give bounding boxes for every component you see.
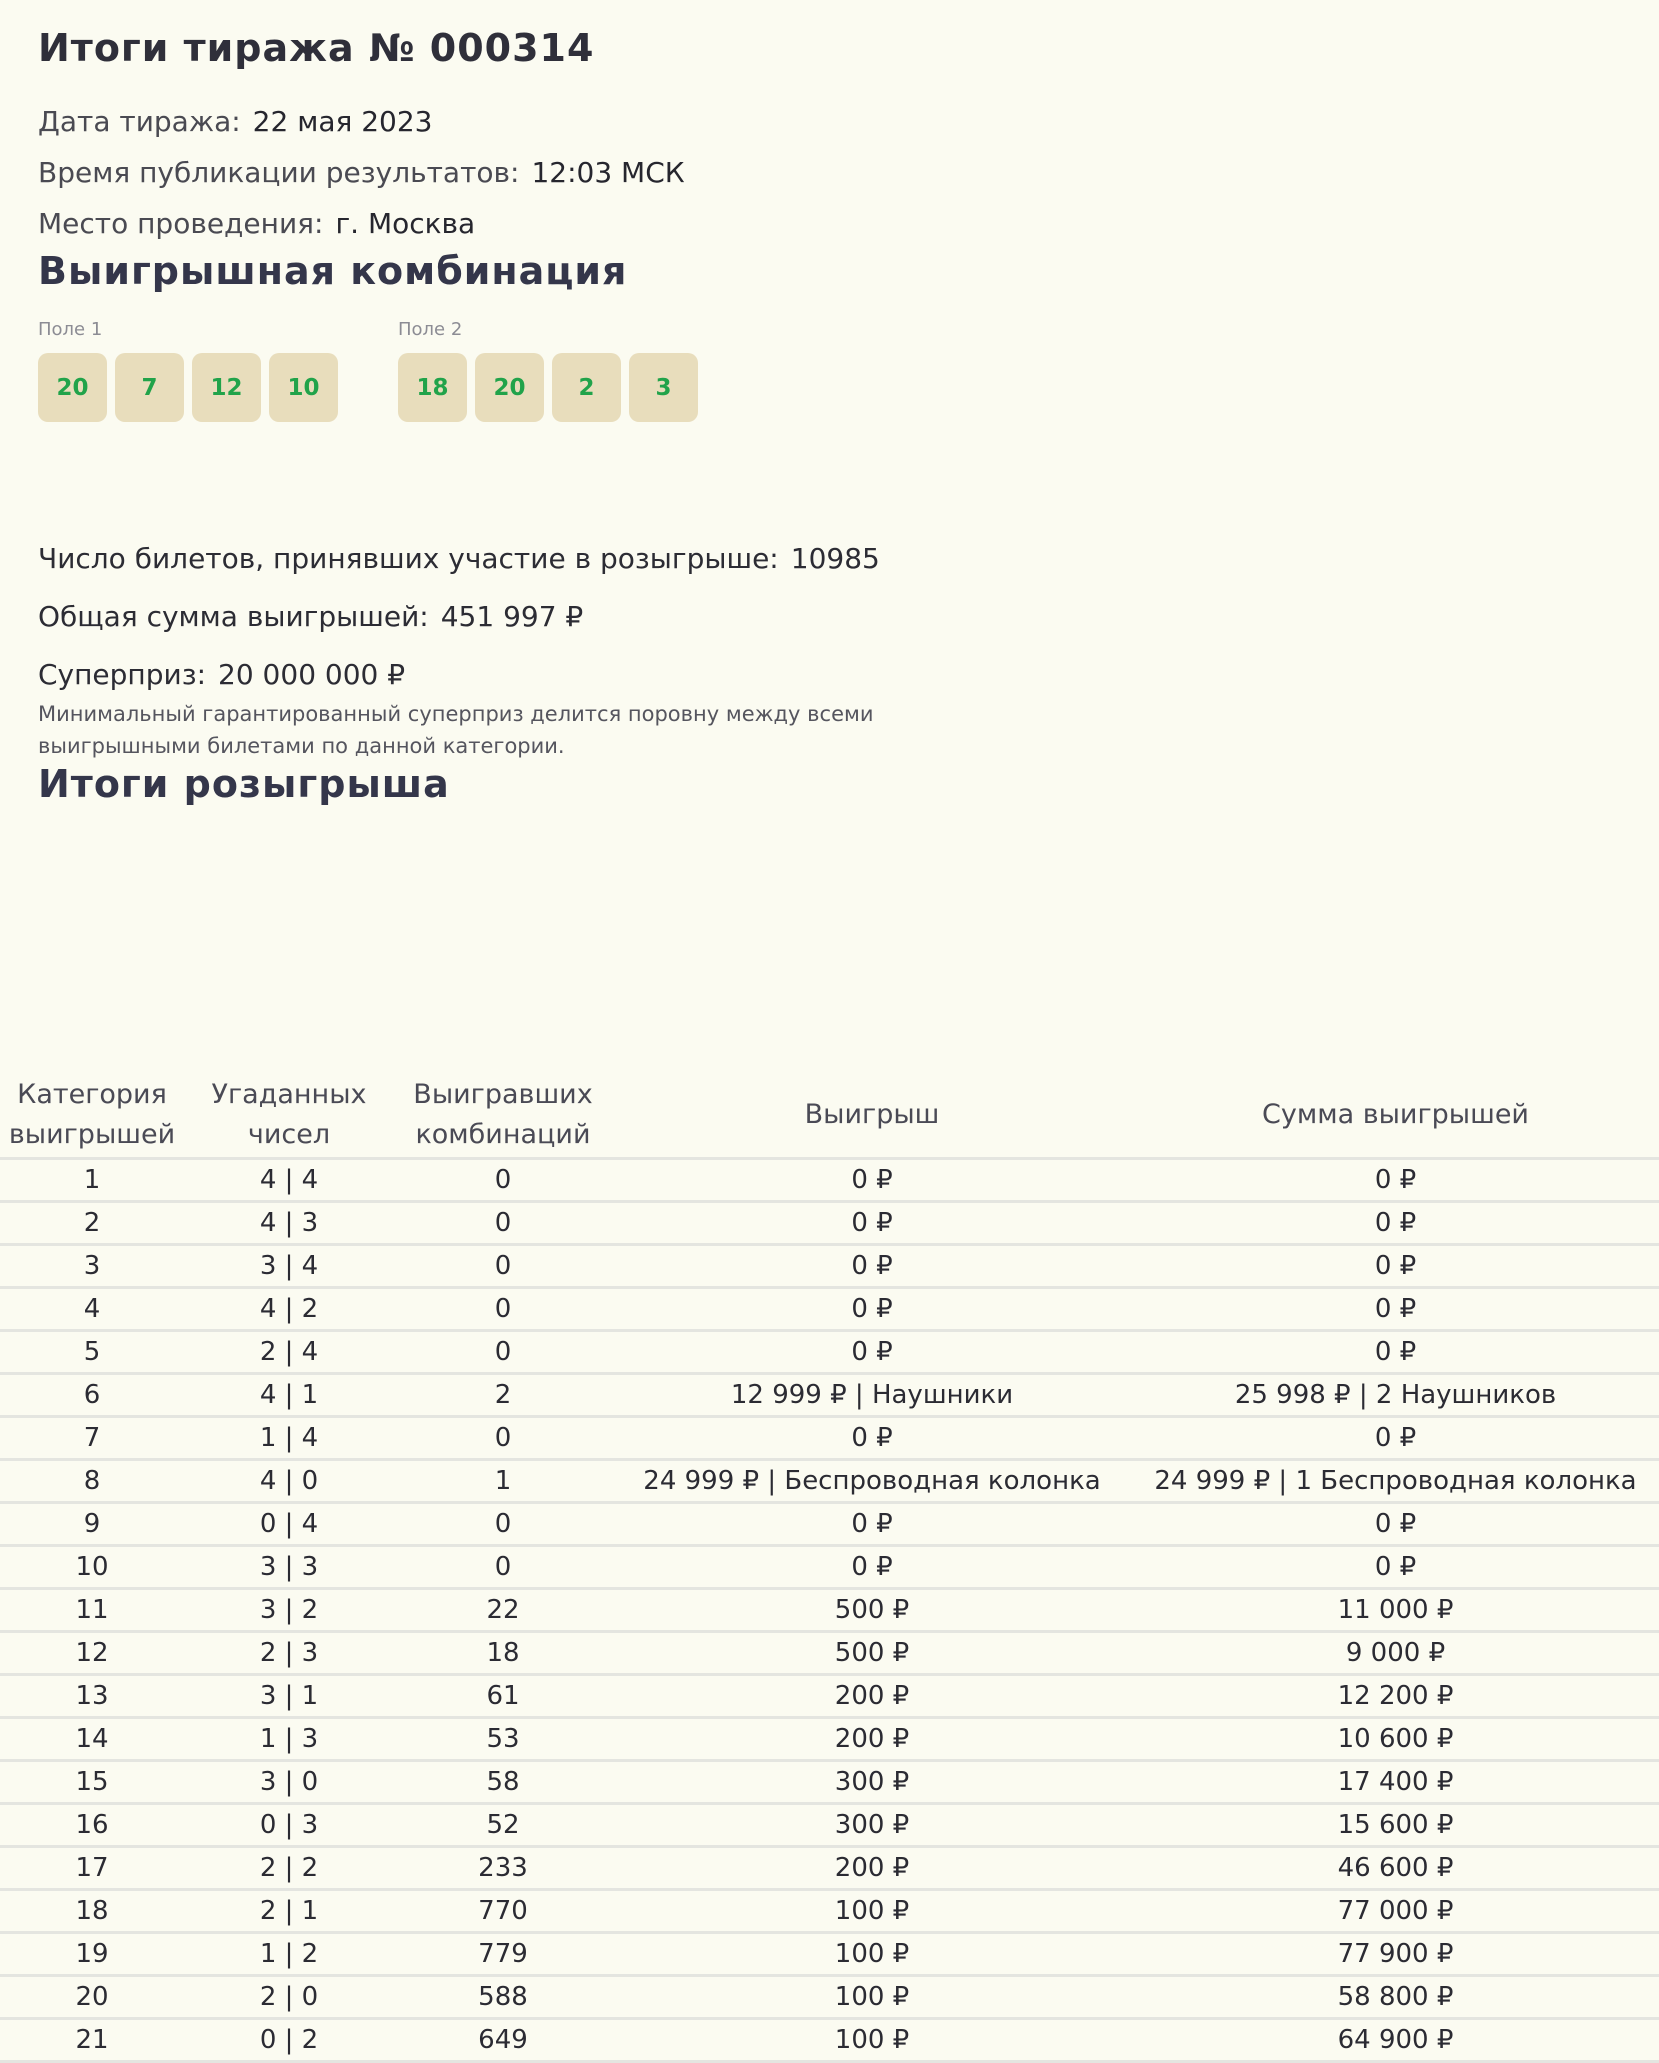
table-row xyxy=(0,1331,1659,1374)
winners-cell: 0 xyxy=(394,1503,612,1546)
total-cell: 11 000 ₽ xyxy=(1132,1589,1659,1632)
winners-cell: 52 xyxy=(394,1804,612,1847)
winners-cell: 0 xyxy=(394,1202,612,1245)
guessed-cell: 0 | 3 xyxy=(184,1804,394,1847)
table-row xyxy=(0,2019,1659,2062)
publish-time-line xyxy=(38,147,1659,198)
winners-cell: 0 xyxy=(394,1245,612,1288)
winners-cell: 0 xyxy=(394,1159,612,1202)
table-row xyxy=(0,1589,1659,1632)
table-row xyxy=(0,1374,1659,1417)
column-header-total: Сумма выигрышей xyxy=(1132,1073,1659,1159)
draw-date-label: Дата тиража: xyxy=(38,105,241,138)
field-1-number-ball: 7 xyxy=(115,353,184,422)
guessed-cell: 1 | 2 xyxy=(184,1933,394,1976)
winners-cell: 233 xyxy=(394,1847,612,1890)
prize-cell: 500 ₽ xyxy=(612,1589,1132,1632)
prize-cell: 100 ₽ xyxy=(612,1933,1132,1976)
prize-cell: 100 ₽ xyxy=(612,1976,1132,2019)
field-1-number-ball: 20 xyxy=(38,353,107,422)
total-cell: 0 ₽ xyxy=(1132,1159,1659,1202)
total-cell: 24 999 ₽ | 1 Беспроводная колонка xyxy=(1132,1460,1659,1503)
category-cell: 14 xyxy=(0,1718,184,1761)
column-header-prize: Выигрыш xyxy=(612,1073,1132,1159)
guessed-cell: 4 | 2 xyxy=(184,1288,394,1331)
winners-cell: 61 xyxy=(394,1675,612,1718)
winners-cell: 2 xyxy=(394,1374,612,1417)
place-label: Место проведения: xyxy=(38,207,324,240)
prize-cell: 0 ₽ xyxy=(612,1503,1132,1546)
total-cell: 0 ₽ xyxy=(1132,1331,1659,1374)
total-cell: 25 998 ₽ | 2 Наушников xyxy=(1132,1374,1659,1417)
total-cell: 0 ₽ xyxy=(1132,1417,1659,1460)
place-line xyxy=(38,198,1659,249)
column-header-winners: Выигравших комбинаций xyxy=(394,1073,612,1159)
page xyxy=(0,0,1659,814)
table-row xyxy=(0,1976,1659,2019)
superprize-note: Минимальный гарантированный суперприз делится поровну между всеми выигрышными билетами по данной категории. xyxy=(38,702,874,758)
winners-cell: 0 xyxy=(394,1288,612,1331)
table-row xyxy=(0,1847,1659,1890)
field-1-balls xyxy=(38,353,346,422)
category-cell: 2 xyxy=(0,1202,184,1245)
results-title: Итоги розыгрыша xyxy=(38,762,450,806)
table-row xyxy=(0,1761,1659,1804)
prize-cell: 200 ₽ xyxy=(612,1675,1132,1718)
prize-cell: 0 ₽ xyxy=(612,1417,1132,1460)
table-row xyxy=(0,1632,1659,1675)
guessed-cell: 0 | 4 xyxy=(184,1503,394,1546)
winning-combination xyxy=(38,319,1659,422)
category-cell: 13 xyxy=(0,1675,184,1718)
total-cell: 46 600 ₽ xyxy=(1132,1847,1659,1890)
table-row xyxy=(0,1245,1659,1288)
draw-date-line xyxy=(38,96,1659,147)
prize-cell: 200 ₽ xyxy=(612,1847,1132,1890)
guessed-cell: 3 | 2 xyxy=(184,1589,394,1632)
draw-stats xyxy=(38,530,1659,762)
guessed-cell: 1 | 3 xyxy=(184,1718,394,1761)
total-cell: 15 600 ₽ xyxy=(1132,1804,1659,1847)
tickets-count-line xyxy=(38,530,1659,588)
total-cell: 0 ₽ xyxy=(1132,1503,1659,1546)
table-row xyxy=(0,1202,1659,1245)
place-value: г. Москва xyxy=(335,207,476,240)
winners-cell: 22 xyxy=(394,1589,612,1632)
category-cell: 7 xyxy=(0,1417,184,1460)
prize-cell: 200 ₽ xyxy=(612,1718,1132,1761)
draw-date-value: 22 мая 2023 xyxy=(252,105,433,138)
category-cell: 11 xyxy=(0,1589,184,1632)
guessed-cell: 3 | 3 xyxy=(184,1546,394,1589)
field-2 xyxy=(398,319,706,422)
guessed-cell: 2 | 1 xyxy=(184,1890,394,1933)
winners-cell: 53 xyxy=(394,1718,612,1761)
winners-cell: 0 xyxy=(394,1417,612,1460)
winners-cell: 779 xyxy=(394,1933,612,1976)
total-cell: 17 400 ₽ xyxy=(1132,1761,1659,1804)
category-cell: 6 xyxy=(0,1374,184,1417)
category-cell: 18 xyxy=(0,1890,184,1933)
total-cell: 64 900 ₽ xyxy=(1132,2019,1659,2062)
winning-combination-title: Выигрышная комбинация xyxy=(38,249,628,293)
total-cell: 0 ₽ xyxy=(1132,1245,1659,1288)
prize-cell: 0 ₽ xyxy=(612,1288,1132,1331)
winners-cell: 18 xyxy=(394,1632,612,1675)
table-row xyxy=(0,1675,1659,1718)
total-cell: 0 ₽ xyxy=(1132,1288,1659,1331)
superprize-line xyxy=(38,646,1659,704)
table-row xyxy=(0,1933,1659,1976)
publish-time-label: Время публикации результатов: xyxy=(38,156,520,189)
draw-details xyxy=(38,96,1659,249)
field-2-label: Поле 2 xyxy=(398,319,463,340)
field-1 xyxy=(38,319,346,422)
total-cell: 77 900 ₽ xyxy=(1132,1933,1659,1976)
prize-cell: 12 999 ₽ | Наушники xyxy=(612,1374,1132,1417)
field-2-number-ball: 2 xyxy=(552,353,621,422)
table-row xyxy=(0,1718,1659,1761)
field-2-number-ball: 18 xyxy=(398,353,467,422)
results-header-row xyxy=(0,1073,1659,1159)
category-cell: 12 xyxy=(0,1632,184,1675)
prize-cell: 300 ₽ xyxy=(612,1804,1132,1847)
prize-cell: 0 ₽ xyxy=(612,1159,1132,1202)
total-cell: 12 200 ₽ xyxy=(1132,1675,1659,1718)
results-table xyxy=(0,1073,1659,2063)
prize-cell: 500 ₽ xyxy=(612,1632,1132,1675)
guessed-cell: 2 | 3 xyxy=(184,1632,394,1675)
winners-cell: 770 xyxy=(394,1890,612,1933)
total-winnings-line xyxy=(38,588,1659,646)
category-cell: 20 xyxy=(0,1976,184,2019)
category-cell: 5 xyxy=(0,1331,184,1374)
prize-cell: 100 ₽ xyxy=(612,1890,1132,1933)
prize-cell: 0 ₽ xyxy=(612,1331,1132,1374)
guessed-cell: 4 | 0 xyxy=(184,1460,394,1503)
prize-cell: 0 ₽ xyxy=(612,1245,1132,1288)
category-cell: 10 xyxy=(0,1546,184,1589)
superprize-label: Суперприз: xyxy=(38,658,207,691)
tickets-count-label: Число билетов, принявших участие в розыгрыше: xyxy=(38,542,779,575)
category-cell: 19 xyxy=(0,1933,184,1976)
page-title: Итоги тиража № 000314 xyxy=(38,26,595,70)
prize-cell: 300 ₽ xyxy=(612,1761,1132,1804)
winners-cell: 649 xyxy=(394,2019,612,2062)
column-header-category: Категория выигрышей xyxy=(0,1073,184,1159)
superprize-value: 20 000 000 ₽ xyxy=(218,658,406,691)
tickets-count-value: 10985 xyxy=(790,542,880,575)
category-cell: 9 xyxy=(0,1503,184,1546)
category-cell: 1 xyxy=(0,1159,184,1202)
winners-cell: 0 xyxy=(394,1546,612,1589)
guessed-cell: 2 | 0 xyxy=(184,1976,394,2019)
guessed-cell: 3 | 4 xyxy=(184,1245,394,1288)
total-cell: 0 ₽ xyxy=(1132,1202,1659,1245)
category-cell: 4 xyxy=(0,1288,184,1331)
guessed-cell: 4 | 3 xyxy=(184,1202,394,1245)
winners-cell: 588 xyxy=(394,1976,612,2019)
field-2-number-ball: 20 xyxy=(475,353,544,422)
category-cell: 3 xyxy=(0,1245,184,1288)
prize-cell: 0 ₽ xyxy=(612,1202,1132,1245)
guessed-cell: 3 | 1 xyxy=(184,1675,394,1718)
table-row xyxy=(0,1159,1659,1202)
field-2-number-ball: 3 xyxy=(629,353,698,422)
category-cell: 17 xyxy=(0,1847,184,1890)
total-winnings-label: Общая сумма выигрышей: xyxy=(38,600,429,633)
field-1-number-ball: 10 xyxy=(269,353,338,422)
winners-cell: 58 xyxy=(394,1761,612,1804)
prize-cell: 24 999 ₽ | Беспроводная колонка xyxy=(612,1460,1132,1503)
winners-cell: 0 xyxy=(394,1331,612,1374)
table-row xyxy=(0,1288,1659,1331)
table-row xyxy=(0,1417,1659,1460)
guessed-cell: 0 | 2 xyxy=(184,2019,394,2062)
winners-cell: 1 xyxy=(394,1460,612,1503)
category-cell: 8 xyxy=(0,1460,184,1503)
field-1-number-ball: 12 xyxy=(192,353,261,422)
total-cell: 77 000 ₽ xyxy=(1132,1890,1659,1933)
prize-cell: 100 ₽ xyxy=(612,2019,1132,2062)
table-row xyxy=(0,1804,1659,1847)
draw-info-section xyxy=(0,0,1659,814)
table-row xyxy=(0,1460,1659,1503)
prize-cell: 0 ₽ xyxy=(612,1546,1132,1589)
guessed-cell: 4 | 4 xyxy=(184,1159,394,1202)
total-cell: 0 ₽ xyxy=(1132,1546,1659,1589)
table-row xyxy=(0,1503,1659,1546)
guessed-cell: 2 | 2 xyxy=(184,1847,394,1890)
publish-time-value: 12:03 МСК xyxy=(531,156,685,189)
total-cell: 58 800 ₽ xyxy=(1132,1976,1659,2019)
guessed-cell: 2 | 4 xyxy=(184,1331,394,1374)
total-cell: 9 000 ₽ xyxy=(1132,1632,1659,1675)
total-cell: 10 600 ₽ xyxy=(1132,1718,1659,1761)
field-2-balls xyxy=(398,353,706,422)
category-cell: 21 xyxy=(0,2019,184,2062)
table-row xyxy=(0,1546,1659,1589)
category-cell: 15 xyxy=(0,1761,184,1804)
total-winnings-value: 451 997 ₽ xyxy=(440,600,584,633)
column-header-guessed: Угаданных чисел xyxy=(184,1073,394,1159)
results-body xyxy=(0,1159,1659,2062)
guessed-cell: 3 | 0 xyxy=(184,1761,394,1804)
guessed-cell: 4 | 1 xyxy=(184,1374,394,1417)
table-row xyxy=(0,1890,1659,1933)
field-1-label: Поле 1 xyxy=(38,319,103,340)
guessed-cell: 1 | 4 xyxy=(184,1417,394,1460)
category-cell: 16 xyxy=(0,1804,184,1847)
